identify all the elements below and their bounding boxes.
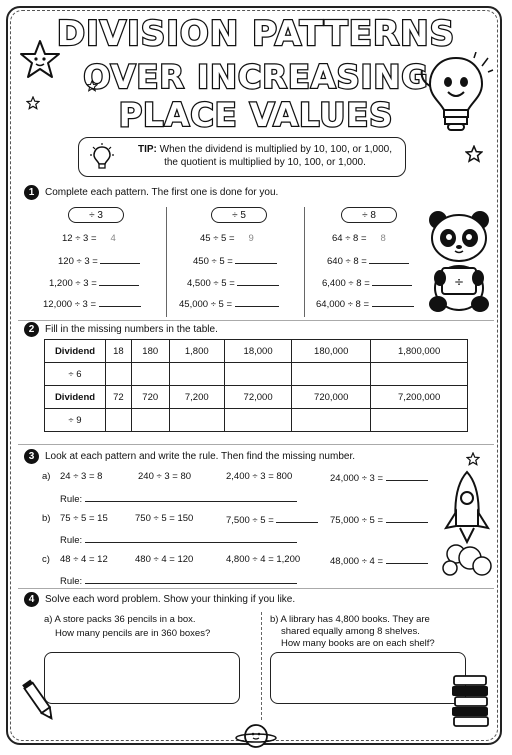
pattern-expression: 240 ÷ 3 = 80 — [138, 471, 192, 482]
small-star-icon — [26, 96, 40, 110]
column-divider — [304, 207, 305, 317]
answer-blank[interactable] — [372, 276, 412, 286]
answer-blank[interactable] — [99, 276, 139, 286]
table-cell: 720,000 — [292, 386, 371, 409]
table-cell: 1,800,000 — [371, 340, 468, 363]
title-line-1: DIVISION PATTERNS — [56, 14, 456, 54]
small-star-icon — [466, 452, 480, 466]
section-4-instruction: Solve each word problem. Show your thinking if you like. — [45, 594, 296, 605]
pattern-expression: 75 ÷ 5 = 15 — [60, 513, 108, 524]
answer-blank[interactable] — [386, 554, 428, 564]
pattern-row: 120 ÷ 3 = — [58, 254, 140, 267]
pattern-row: 45,000 ÷ 5 = — [179, 297, 279, 310]
lightbulb-icon — [90, 143, 114, 171]
tip-text: TIP: When the dividend is multiplied by 10, 100, or 1,000, the quotient is multiplied by 10, 100, or 1,000. — [137, 144, 393, 168]
section-3-instruction: Look at each pattern and write the rule. Then find the missing number. — [45, 451, 355, 462]
pattern-expression: 2,400 ÷ 3 = 800 — [226, 471, 293, 482]
word-problem-a: a) A store packs 36 pencils in a box. — [44, 614, 196, 625]
rule-line: Rule: — [60, 492, 297, 505]
section-1-instruction: Complete each pattern. The first one is done for you. — [45, 187, 279, 198]
title-line-3: PLACE VALUES — [118, 96, 394, 134]
table-row — [45, 409, 468, 432]
rule-line: Rule: — [60, 574, 297, 587]
pattern-expression: 750 ÷ 5 = 150 — [135, 513, 194, 524]
rule-blank[interactable] — [85, 533, 297, 543]
rule-blank[interactable] — [85, 574, 297, 584]
answer-blank[interactable] — [276, 513, 318, 523]
word-problem-a: How many pencils are in 360 boxes? — [55, 628, 211, 639]
table-cell: 180,000 — [292, 340, 371, 363]
pattern-expression: 48 ÷ 4 = 12 — [60, 554, 108, 565]
pattern-label: ÷ 8 — [341, 207, 397, 223]
panda-icon — [426, 208, 492, 314]
planet-icon — [234, 722, 278, 750]
work-box-a[interactable] — [44, 652, 240, 704]
answer-blank[interactable] — [99, 297, 141, 307]
pattern-letter: b) — [42, 513, 51, 524]
table-cell: Dividend — [45, 340, 106, 363]
table-row — [45, 340, 468, 363]
answer-blank[interactable] — [237, 276, 279, 286]
answer-blank[interactable] — [100, 254, 140, 264]
table-cell: 7,200,000 — [371, 386, 468, 409]
pattern-row: 45 ÷ 5 = 9 — [200, 233, 254, 244]
lightbulb-icon — [418, 52, 494, 140]
pattern-row: 1,200 ÷ 3 = — [49, 276, 139, 289]
answer-blank[interactable] — [369, 254, 409, 264]
word-problem-b: b) A library has 4,800 books. They are — [270, 614, 430, 625]
table-answer-cell[interactable] — [292, 363, 371, 386]
table-cell: ÷ 9 — [45, 409, 106, 432]
section-divider — [18, 320, 494, 321]
table-answer-cell[interactable] — [371, 363, 468, 386]
table-cell: 720 — [131, 386, 169, 409]
table-answer-cell[interactable] — [224, 363, 291, 386]
table-cell: ÷ 6 — [45, 363, 106, 386]
table-answer-cell[interactable] — [106, 363, 132, 386]
pattern-row: 640 ÷ 8 = — [327, 254, 409, 267]
table-cell: 18,000 — [224, 340, 291, 363]
table-cell: 180 — [131, 340, 169, 363]
table-cell: 72,000 — [224, 386, 291, 409]
pattern-expression: 24 ÷ 3 = 8 — [60, 471, 103, 482]
pattern-row: 450 ÷ 5 = — [193, 254, 277, 267]
pattern-expression: 7,500 ÷ 5 = — [226, 513, 318, 526]
books-icon — [450, 672, 492, 728]
pattern-row: 12 ÷ 3 = 4 — [62, 233, 116, 244]
table-cell: 72 — [106, 386, 132, 409]
pattern-label: ÷ 5 — [211, 207, 267, 223]
answer-blank[interactable] — [372, 297, 414, 307]
pattern-label: ÷ 3 — [68, 207, 124, 223]
small-star-icon — [465, 145, 483, 163]
table-answer-cell[interactable] — [106, 409, 132, 432]
pattern-expression: 48,000 ÷ 4 = — [330, 554, 428, 567]
pattern-row: 64,000 ÷ 8 = — [316, 297, 414, 310]
answer-blank[interactable] — [235, 254, 277, 264]
section-number: 3 — [24, 449, 39, 464]
pattern-expression: 24,000 ÷ 3 = — [330, 471, 428, 484]
section-divider — [18, 444, 494, 445]
rocket-icon — [438, 470, 496, 580]
table-cell: 1,800 — [169, 340, 224, 363]
table-answer-cell[interactable] — [131, 409, 169, 432]
pencil-icon — [22, 678, 58, 726]
section-2-instruction: Fill in the missing numbers in the table. — [45, 324, 218, 335]
table-answer-cell[interactable] — [169, 409, 224, 432]
pattern-expression: 75,000 ÷ 5 = — [330, 513, 428, 526]
pattern-table — [44, 339, 468, 432]
answer-blank[interactable] — [386, 471, 428, 481]
column-divider — [166, 207, 167, 317]
rule-line: Rule: — [60, 533, 297, 546]
section-divider — [18, 588, 494, 589]
table-answer-cell[interactable] — [224, 409, 291, 432]
pattern-expression: 480 ÷ 4 = 120 — [135, 554, 194, 565]
pattern-letter: c) — [42, 554, 50, 565]
pattern-expression: 4,800 ÷ 4 = 1,200 — [226, 554, 301, 565]
pattern-letter: a) — [42, 471, 51, 482]
work-box-b[interactable] — [270, 652, 466, 704]
section-number: 4 — [24, 592, 39, 607]
pattern-row: 64 ÷ 8 = 8 — [332, 233, 386, 244]
table-cell: 7,200 — [169, 386, 224, 409]
svg-text:÷: ÷ — [453, 275, 465, 289]
answer-blank[interactable] — [235, 297, 279, 307]
table-row — [45, 386, 468, 409]
word-problem-b: How many books are on each shelf? — [281, 638, 435, 649]
table-answer-cell[interactable] — [292, 409, 371, 432]
table-answer-cell[interactable] — [169, 363, 224, 386]
table-cell: Dividend — [45, 386, 106, 409]
pattern-row: 4,500 ÷ 5 = — [187, 276, 279, 289]
pattern-row: 6,400 ÷ 8 = — [322, 276, 412, 289]
title-line-2: OVER INCREASING — [83, 58, 429, 96]
table-answer-cell[interactable] — [371, 409, 468, 432]
star-icon — [18, 38, 62, 82]
pattern-row: 12,000 ÷ 3 = — [43, 297, 141, 310]
section-number: 2 — [24, 322, 39, 337]
column-divider — [261, 612, 262, 720]
table-cell: 18 — [106, 340, 132, 363]
answer-blank[interactable] — [386, 513, 428, 523]
word-problem-b: shared equally among 8 shelves. — [281, 626, 420, 637]
table-answer-cell[interactable] — [131, 363, 169, 386]
rule-blank[interactable] — [85, 492, 297, 502]
table-row — [45, 363, 468, 386]
section-number: 1 — [24, 185, 39, 200]
small-star-icon — [86, 80, 98, 92]
